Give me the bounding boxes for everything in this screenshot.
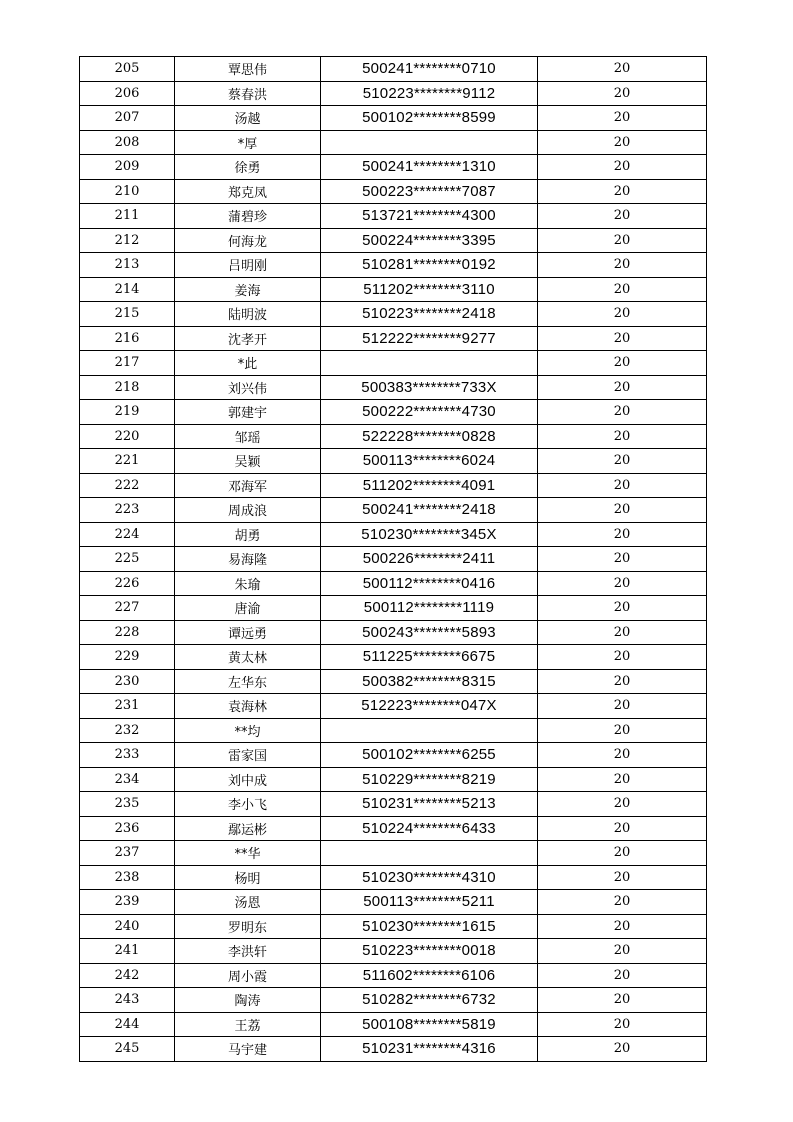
id-number-cell: 500112********1119 — [321, 596, 538, 621]
row-number-cell: 236 — [80, 816, 175, 841]
id-number-cell: 510230********1615 — [321, 914, 538, 939]
table-row — [80, 106, 707, 131]
name-cell: 周小霞 — [175, 963, 321, 988]
row-number-cell: 243 — [80, 988, 175, 1013]
amount-cell: 20 — [538, 914, 707, 939]
roster-sheet — [79, 56, 706, 1062]
name-cell: 雷家国 — [175, 743, 321, 768]
table-row — [80, 939, 707, 964]
amount-cell: 20 — [538, 694, 707, 719]
row-number-cell: 233 — [80, 743, 175, 768]
name-cell: 刘中成 — [175, 767, 321, 792]
table-row — [80, 375, 707, 400]
row-number-cell: 228 — [80, 620, 175, 645]
amount-cell: 20 — [538, 277, 707, 302]
amount-cell: 20 — [538, 939, 707, 964]
amount-cell: 20 — [538, 57, 707, 82]
row-number-cell: 234 — [80, 767, 175, 792]
id-number-cell: 500241********2418 — [321, 498, 538, 523]
name-cell: 汤恩 — [175, 890, 321, 915]
table-row — [80, 473, 707, 498]
amount-cell: 20 — [538, 596, 707, 621]
id-number-cell: 510282********6732 — [321, 988, 538, 1013]
id-number-cell: 510223********2418 — [321, 302, 538, 327]
name-cell: 朱瑜 — [175, 571, 321, 596]
name-cell: 李小飞 — [175, 792, 321, 817]
name-cell: 覃思伟 — [175, 57, 321, 82]
id-number-cell: 500382********8315 — [321, 669, 538, 694]
name-cell: 易海隆 — [175, 547, 321, 572]
row-number-cell: 229 — [80, 645, 175, 670]
name-cell: 陆明波 — [175, 302, 321, 327]
amount-cell: 20 — [538, 841, 707, 866]
row-number-cell: 240 — [80, 914, 175, 939]
table-row — [80, 645, 707, 670]
row-number-cell: 216 — [80, 326, 175, 351]
name-cell: 周成浪 — [175, 498, 321, 523]
id-number-cell: 512222********9277 — [321, 326, 538, 351]
name-cell: 何海龙 — [175, 228, 321, 253]
table-row — [80, 130, 707, 155]
row-number-cell: 242 — [80, 963, 175, 988]
table-row — [80, 816, 707, 841]
row-number-cell: 207 — [80, 106, 175, 131]
table-row — [80, 326, 707, 351]
row-number-cell: 213 — [80, 253, 175, 278]
amount-cell: 20 — [538, 865, 707, 890]
row-number-cell: 215 — [80, 302, 175, 327]
amount-cell: 20 — [538, 816, 707, 841]
amount-cell: 20 — [538, 963, 707, 988]
table-row — [80, 522, 707, 547]
table-row — [80, 228, 707, 253]
amount-cell: 20 — [538, 620, 707, 645]
table-row — [80, 179, 707, 204]
amount-cell: 20 — [538, 522, 707, 547]
id-number-cell: 512223********047X — [321, 694, 538, 719]
name-cell: 郑克凤 — [175, 179, 321, 204]
id-number-cell: 500241********0710 — [321, 57, 538, 82]
row-number-cell: 210 — [80, 179, 175, 204]
id-number-cell: 510229********8219 — [321, 767, 538, 792]
table-row — [80, 890, 707, 915]
id-number-cell: 500113********5211 — [321, 890, 538, 915]
id-number-cell: 500102********8599 — [321, 106, 538, 131]
table-row — [80, 81, 707, 106]
table-row — [80, 351, 707, 376]
row-number-cell: 226 — [80, 571, 175, 596]
id-number-cell: 500222********4730 — [321, 400, 538, 425]
table-row — [80, 498, 707, 523]
id-number-cell: 511202********3110 — [321, 277, 538, 302]
amount-cell: 20 — [538, 81, 707, 106]
table-row — [80, 571, 707, 596]
amount-cell: 20 — [538, 204, 707, 229]
amount-cell: 20 — [538, 743, 707, 768]
amount-cell: 20 — [538, 155, 707, 180]
name-cell: 李洪轩 — [175, 939, 321, 964]
id-number-cell: 500383********733X — [321, 375, 538, 400]
id-number-cell: 510223********9112 — [321, 81, 538, 106]
amount-cell: 20 — [538, 890, 707, 915]
id-number-cell: 511202********4091 — [321, 473, 538, 498]
name-cell: 吕明刚 — [175, 253, 321, 278]
row-number-cell: 224 — [80, 522, 175, 547]
amount-cell: 20 — [538, 130, 707, 155]
name-cell: *此 — [175, 351, 321, 376]
id-number-cell: 500112********0416 — [321, 571, 538, 596]
amount-cell: 20 — [538, 179, 707, 204]
table-row — [80, 841, 707, 866]
name-cell: 袁海林 — [175, 694, 321, 719]
row-number-cell: 241 — [80, 939, 175, 964]
name-cell: 唐渝 — [175, 596, 321, 621]
id-number-cell: 500224********3395 — [321, 228, 538, 253]
row-number-cell: 208 — [80, 130, 175, 155]
id-number-cell — [321, 841, 538, 866]
amount-cell: 20 — [538, 106, 707, 131]
table-row — [80, 694, 707, 719]
table-row — [80, 914, 707, 939]
table-row — [80, 155, 707, 180]
table-row — [80, 669, 707, 694]
amount-cell: 20 — [538, 1012, 707, 1037]
row-number-cell: 209 — [80, 155, 175, 180]
id-number-cell: 500113********6024 — [321, 449, 538, 474]
amount-cell: 20 — [538, 498, 707, 523]
name-cell: **华 — [175, 841, 321, 866]
table-row — [80, 302, 707, 327]
row-number-cell: 245 — [80, 1037, 175, 1062]
amount-cell: 20 — [538, 645, 707, 670]
amount-cell: 20 — [538, 473, 707, 498]
name-cell: *厚 — [175, 130, 321, 155]
amount-cell: 20 — [538, 718, 707, 743]
id-number-cell: 511602********6106 — [321, 963, 538, 988]
amount-cell: 20 — [538, 792, 707, 817]
id-number-cell: 510223********0018 — [321, 939, 538, 964]
row-number-cell: 214 — [80, 277, 175, 302]
id-number-cell: 500226********2411 — [321, 547, 538, 572]
name-cell: 罗明东 — [175, 914, 321, 939]
row-number-cell: 222 — [80, 473, 175, 498]
amount-cell: 20 — [538, 449, 707, 474]
amount-cell: 20 — [538, 1037, 707, 1062]
row-number-cell: 223 — [80, 498, 175, 523]
roster-table-body — [80, 57, 707, 1062]
name-cell: 杨明 — [175, 865, 321, 890]
row-number-cell: 205 — [80, 57, 175, 82]
row-number-cell: 237 — [80, 841, 175, 866]
row-number-cell: 238 — [80, 865, 175, 890]
amount-cell: 20 — [538, 228, 707, 253]
name-cell: 蔡春洪 — [175, 81, 321, 106]
name-cell: 吴颖 — [175, 449, 321, 474]
name-cell: 左华东 — [175, 669, 321, 694]
roster-table — [79, 56, 707, 1062]
row-number-cell: 239 — [80, 890, 175, 915]
table-row — [80, 988, 707, 1013]
id-number-cell: 510230********345X — [321, 522, 538, 547]
row-number-cell: 230 — [80, 669, 175, 694]
row-number-cell: 219 — [80, 400, 175, 425]
table-row — [80, 620, 707, 645]
name-cell: 陶涛 — [175, 988, 321, 1013]
id-number-cell — [321, 718, 538, 743]
table-row — [80, 547, 707, 572]
row-number-cell: 227 — [80, 596, 175, 621]
table-row — [80, 204, 707, 229]
row-number-cell: 235 — [80, 792, 175, 817]
table-row — [80, 449, 707, 474]
amount-cell: 20 — [538, 988, 707, 1013]
table-row — [80, 743, 707, 768]
table-row — [80, 963, 707, 988]
name-cell: 鄢运彬 — [175, 816, 321, 841]
name-cell: 邹瑶 — [175, 424, 321, 449]
id-number-cell — [321, 351, 538, 376]
name-cell: 姜海 — [175, 277, 321, 302]
row-number-cell: 217 — [80, 351, 175, 376]
row-number-cell: 225 — [80, 547, 175, 572]
table-row — [80, 57, 707, 82]
name-cell: 蒲碧珍 — [175, 204, 321, 229]
amount-cell: 20 — [538, 351, 707, 376]
id-number-cell: 510224********6433 — [321, 816, 538, 841]
table-row — [80, 400, 707, 425]
row-number-cell: 221 — [80, 449, 175, 474]
name-cell: 邓海军 — [175, 473, 321, 498]
row-number-cell: 231 — [80, 694, 175, 719]
id-number-cell: 510231********5213 — [321, 792, 538, 817]
table-row — [80, 1037, 707, 1062]
row-number-cell: 232 — [80, 718, 175, 743]
table-row — [80, 596, 707, 621]
id-number-cell: 510231********4316 — [321, 1037, 538, 1062]
table-row — [80, 424, 707, 449]
amount-cell: 20 — [538, 302, 707, 327]
amount-cell: 20 — [538, 547, 707, 572]
row-number-cell: 220 — [80, 424, 175, 449]
amount-cell: 20 — [538, 375, 707, 400]
id-number-cell: 513721********4300 — [321, 204, 538, 229]
id-number-cell: 522228********0828 — [321, 424, 538, 449]
name-cell: 胡勇 — [175, 522, 321, 547]
table-row — [80, 1012, 707, 1037]
table-row — [80, 718, 707, 743]
name-cell: 徐勇 — [175, 155, 321, 180]
amount-cell: 20 — [538, 424, 707, 449]
amount-cell: 20 — [538, 669, 707, 694]
name-cell: 黄太林 — [175, 645, 321, 670]
amount-cell: 20 — [538, 326, 707, 351]
id-number-cell: 500102********6255 — [321, 743, 538, 768]
row-number-cell: 212 — [80, 228, 175, 253]
name-cell: **均 — [175, 718, 321, 743]
name-cell: 王荔 — [175, 1012, 321, 1037]
id-number-cell: 500223********7087 — [321, 179, 538, 204]
table-row — [80, 865, 707, 890]
id-number-cell: 500108********5819 — [321, 1012, 538, 1037]
id-number-cell: 500243********5893 — [321, 620, 538, 645]
amount-cell: 20 — [538, 571, 707, 596]
name-cell: 谭远勇 — [175, 620, 321, 645]
name-cell: 刘兴伟 — [175, 375, 321, 400]
row-number-cell: 244 — [80, 1012, 175, 1037]
amount-cell: 20 — [538, 767, 707, 792]
amount-cell: 20 — [538, 400, 707, 425]
id-number-cell: 510281********0192 — [321, 253, 538, 278]
row-number-cell: 211 — [80, 204, 175, 229]
name-cell: 沈孝开 — [175, 326, 321, 351]
row-number-cell: 206 — [80, 81, 175, 106]
name-cell: 郭建宇 — [175, 400, 321, 425]
row-number-cell: 218 — [80, 375, 175, 400]
table-row — [80, 253, 707, 278]
name-cell: 汤越 — [175, 106, 321, 131]
name-cell: 马宇建 — [175, 1037, 321, 1062]
id-number-cell: 511225********6675 — [321, 645, 538, 670]
id-number-cell: 500241********1310 — [321, 155, 538, 180]
table-row — [80, 767, 707, 792]
table-row — [80, 792, 707, 817]
amount-cell: 20 — [538, 253, 707, 278]
id-number-cell — [321, 130, 538, 155]
id-number-cell: 510230********4310 — [321, 865, 538, 890]
table-row — [80, 277, 707, 302]
